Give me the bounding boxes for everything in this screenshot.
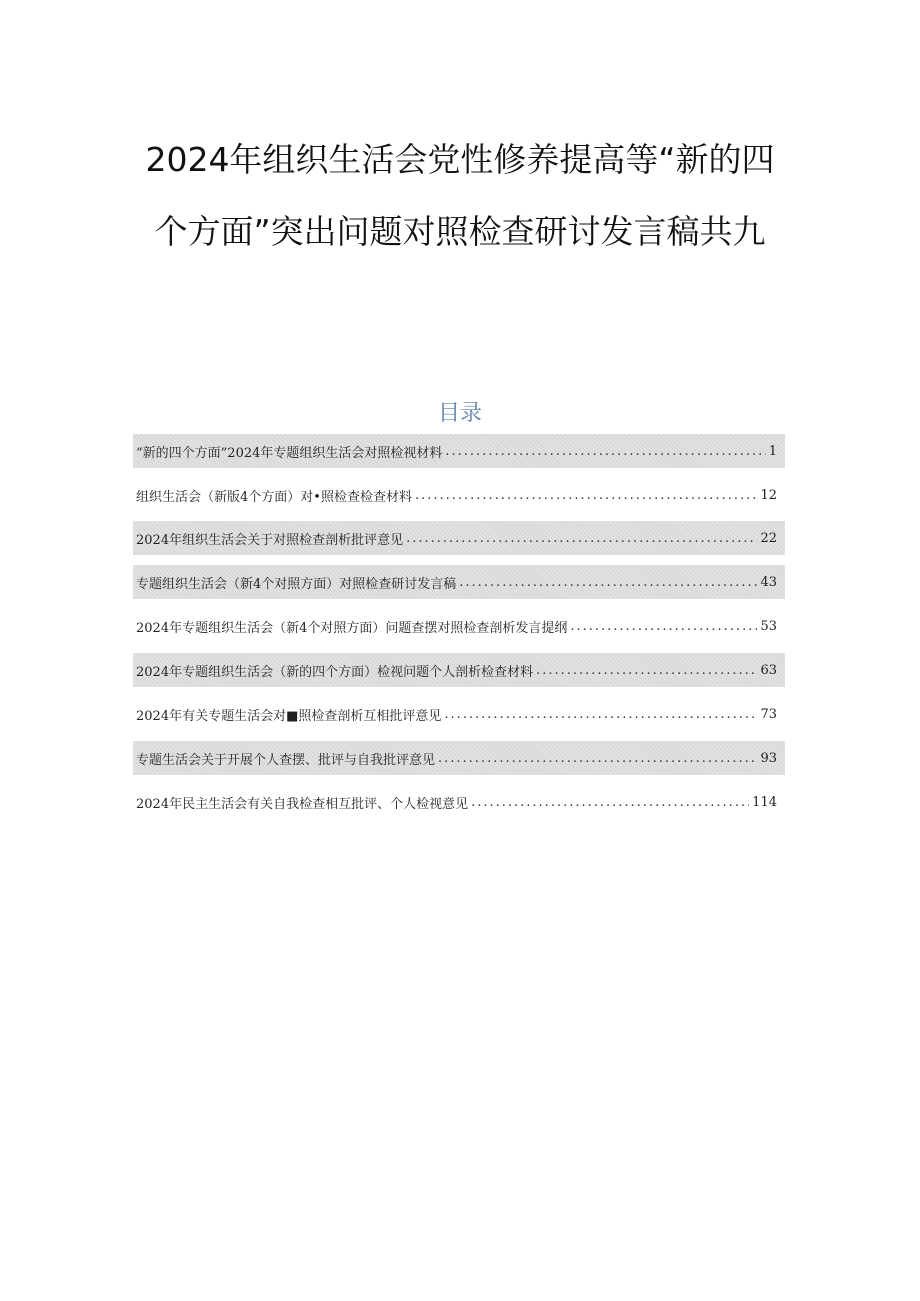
toc-entry-title: 专题生活会关于开展个人查摆、批评与自我批评意见 bbox=[136, 752, 436, 768]
toc-entry-title: 2024年组织生活会关于对照检查剖析批评意见 bbox=[136, 532, 404, 548]
toc-dot-leader bbox=[459, 575, 757, 590]
toc-entry-title: 2024年有关专题生活会对■照检查剖析互相批评意见 bbox=[136, 708, 442, 724]
toc-entry-page: 1 bbox=[768, 443, 777, 459]
toc-entry[interactable] bbox=[133, 478, 785, 512]
toc-entry[interactable] bbox=[133, 653, 785, 687]
toc-entry[interactable] bbox=[133, 741, 785, 775]
toc-entry-page: 43 bbox=[760, 574, 777, 590]
toc-entry-title: 专题组织生活会（新4个对照方面）对照检查研讨发言稿 bbox=[136, 576, 457, 592]
toc-entry[interactable] bbox=[133, 785, 785, 819]
toc-entry-title: 组织生活会（新版4个方面）对•照检查检查材料 bbox=[136, 489, 412, 505]
toc-heading: 目录 bbox=[437, 401, 482, 426]
toc-entry-title: 2024年专题组织生活会（新4个对照方面）问题查摆对照检查剖析发言提纲 bbox=[136, 620, 568, 636]
toc-entry-page: 53 bbox=[760, 618, 777, 634]
toc-entry-page: 63 bbox=[760, 662, 777, 678]
toc-entry[interactable] bbox=[133, 521, 785, 555]
toc-entry-page: 22 bbox=[760, 530, 777, 546]
toc-entry-page: 73 bbox=[760, 706, 777, 722]
toc-dot-leader bbox=[445, 444, 765, 459]
toc-dot-leader bbox=[536, 663, 757, 678]
toc-entry[interactable] bbox=[133, 697, 785, 731]
toc-dot-leader bbox=[406, 531, 757, 546]
toc-entry-page: 93 bbox=[760, 750, 777, 766]
toc-dot-leader bbox=[444, 707, 757, 722]
toc-entry-title: 2024年专题组织生活会（新的四个方面）检视问题个人剖析检查材料 bbox=[136, 664, 534, 680]
toc-dot-leader bbox=[570, 619, 757, 634]
toc-entry-title: 2024年民主生活会有关自我检查相互批评、个人检视意见 bbox=[136, 796, 469, 812]
toc-entry-title: “新的四个方面”2024年专题组织生活会对照检视材料 bbox=[136, 445, 443, 461]
toc-dot-leader bbox=[415, 488, 758, 503]
toc-dot-leader bbox=[438, 751, 757, 766]
toc-entry-page: 12 bbox=[760, 487, 777, 503]
toc-dot-leader bbox=[471, 795, 749, 810]
toc-entry[interactable] bbox=[133, 434, 785, 468]
toc-entry[interactable] bbox=[133, 565, 785, 599]
toc-entry-page: 114 bbox=[752, 794, 777, 810]
document-title-line-1: 2024年组织生活会党性修养提高等“新的四 bbox=[145, 140, 775, 179]
document-title-line-2: 个方面”突出问题对照检查研讨发言稿共九 bbox=[154, 212, 766, 251]
toc-entry[interactable] bbox=[133, 609, 785, 643]
